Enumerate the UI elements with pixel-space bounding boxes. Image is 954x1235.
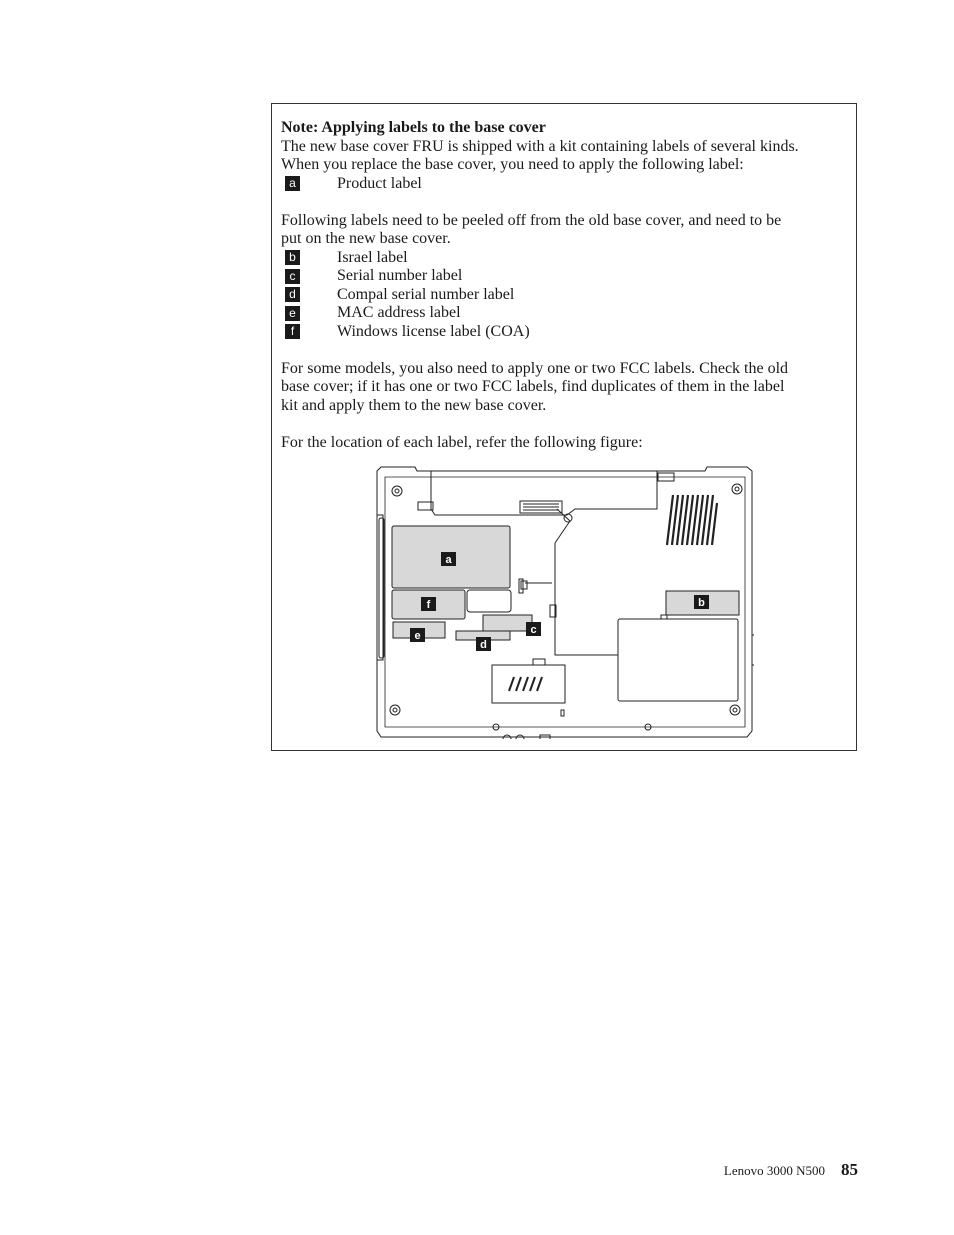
footer-doc-name: Lenovo 3000 N500 [723,1163,825,1178]
fcc-line: kit and apply them to the new base cover. [281,396,547,414]
label-name: MAC address label [337,304,461,321]
peel-intro-line: Following labels need to be peeled off from the old base cover, and need to be [281,211,782,229]
intro-line: The new base cover FRU is shipped with a kit containing labels of several kinds. [281,137,799,155]
figure-intro: For the location of each label, refer the following figure: [281,433,643,451]
label-name: Serial number label [337,267,463,284]
label-list-item [281,286,851,305]
callout-label: b [698,597,705,609]
callout-label: d [480,639,487,651]
callout-label: f [426,599,431,611]
label-name: Israel label [337,248,408,266]
callout-badge: d [285,287,300,302]
page-footer [0,1160,858,1180]
note-content [281,119,851,452]
label-name: Compal serial number label [337,285,515,303]
callout-badge: e [285,306,300,321]
serial-label-area [483,615,532,631]
callout-badge: c [285,269,300,284]
label-name: Windows license label (COA) [337,322,530,340]
peel-intro-line: put on the new base cover. [281,230,451,247]
label-list-item [281,267,851,286]
callout-badge: a [285,176,300,191]
note-title: Note: Applying labels to the base cover [281,119,546,136]
label-list-item [281,175,851,194]
callout-label: a [445,554,452,566]
callout-label: c [530,624,537,636]
intro-line: When you replace the base cover, you need to apply the following label: [281,156,744,173]
callout-label: e [414,630,421,642]
label-list-item [281,323,851,342]
fcc-line: base cover; if it has one or two FCC labels, find duplicates of them in the label [281,378,785,395]
base-cover-figure [375,465,754,739]
callout-badge: f [285,324,300,339]
callout-badge: b [285,250,300,265]
label-list-item [281,304,851,323]
footer-page-number: 85 [841,1160,858,1179]
label-list-item [281,249,851,268]
label-name: Product label [337,174,422,192]
fcc-line: For some models, you also need to apply one or two FCC labels. Check the old [281,359,789,377]
